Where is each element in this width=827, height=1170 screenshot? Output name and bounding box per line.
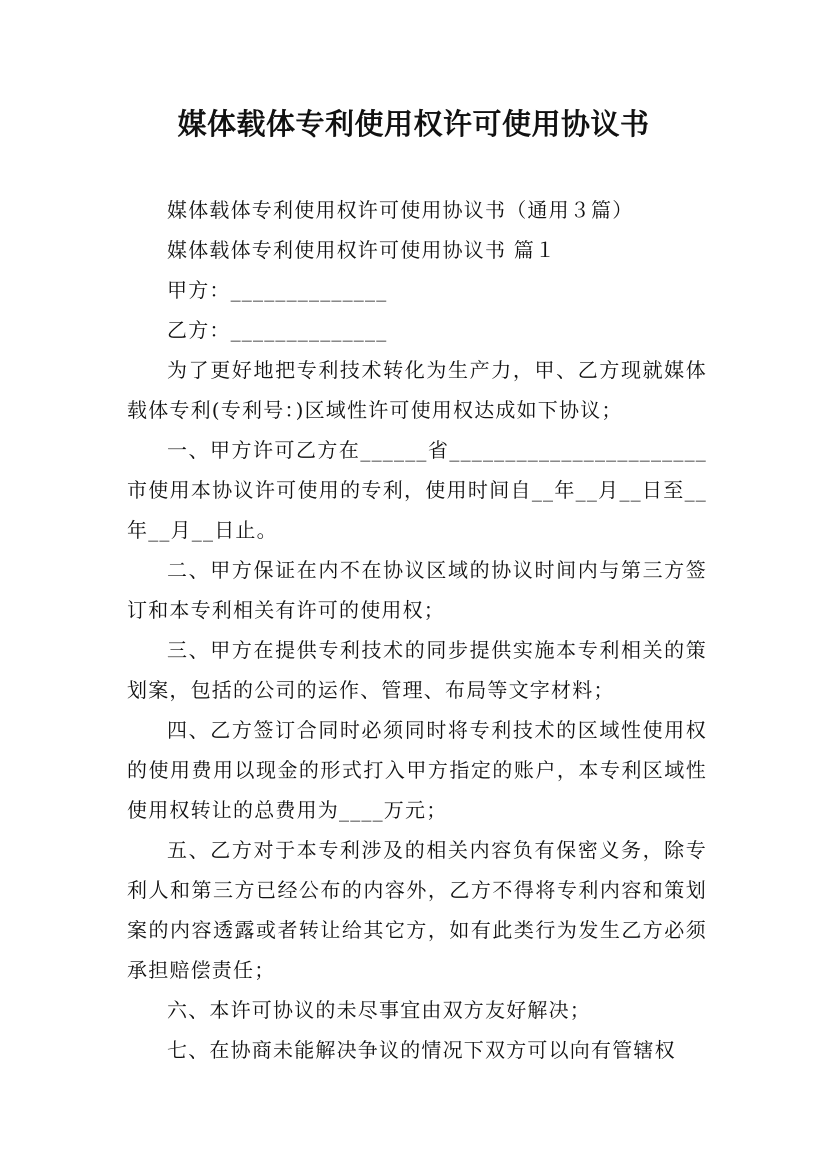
document-subtitle: 媒体载体专利使用权许可使用协议书（通用３篇）	[167, 198, 634, 222]
paragraph-clause-7: 七、在协商未能解决争议的情况下双方可以向有管辖权	[167, 1038, 676, 1062]
paragraph-clause-6: 六、本许可协议的未尽事宜由双方友好解决；	[167, 998, 591, 1022]
section-heading: 媒体载体专利使用权许可使用协议书 篇１	[167, 238, 557, 262]
paragraph-preamble: 为了更好地把专利技术转化为生产力，甲、乙方现就媒体载体专利(专利号：)区域性许可使用权达成如下协议；	[127, 358, 707, 422]
party-b-line: 乙方：______________	[167, 318, 388, 342]
paragraph-clause-4: 四、乙方签订合同时必须同时将专利技术的区域性使用权的使用费用以现金的形式打入甲方指定的账户，本专利区域性使用权转让的总费用为____万元；	[127, 718, 707, 822]
party-a-line: 甲方：______________	[167, 278, 388, 302]
paragraph-clause-2: 二、甲方保证在内不在协议区域的协议时间内与第三方签订和本专利相关有许可的使用权；	[127, 558, 707, 622]
paragraph-clause-1: 一、甲方许可乙方在______省_______________________市使用本协议许可使用的专利，使用时间自__年__月__日至__年__月__日止。	[127, 438, 707, 542]
document-body	[127, 190, 707, 1070]
paragraph-clause-3: 三、甲方在提供专利技术的同步提供实施本专利相关的策划案，包括的公司的运作、管理、布局等文字材料；	[127, 638, 707, 702]
paragraph-clause-5: 五、乙方对于本专利涉及的相关内容负有保密义务，除专利人和第三方已经公布的内容外，乙方不得将专利内容和策划案的内容透露或者转让给其它方，如有此类行为发生乙方必须承担赔偿责任；	[127, 838, 707, 982]
document-title: 媒体载体专利使用权许可使用协议书	[177, 107, 650, 141]
